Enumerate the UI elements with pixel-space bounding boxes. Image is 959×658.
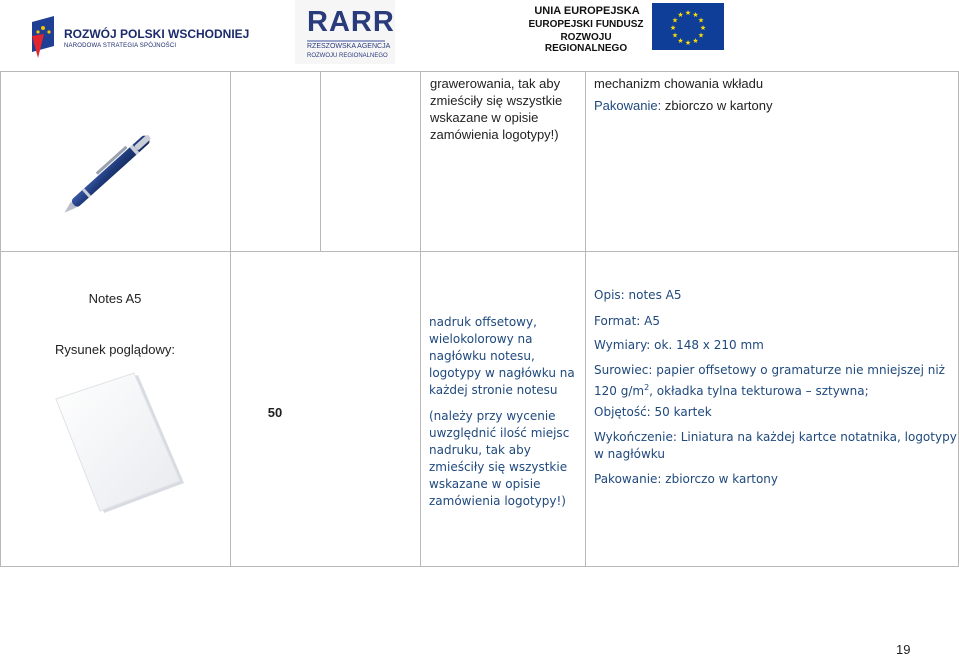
pen-image — [55, 115, 175, 225]
objetosc-value: 50 kartek — [654, 405, 712, 419]
row2-marking-line: zmieściły się wszystkie — [429, 460, 568, 474]
header-logos — [0, 0, 959, 68]
format-value: A5 — [644, 314, 661, 328]
row2-packing-value: zbiorczo w kartony — [665, 472, 779, 486]
eu-star-icon: ★ — [692, 12, 699, 20]
rps-subtitle: NARODOWA STRATEGIA SPÓJNOŚCI — [64, 43, 177, 49]
eu-star-icon: ★ — [669, 25, 677, 32]
opis-row — [594, 287, 681, 304]
row2-marking-b — [429, 408, 569, 510]
row2-marking-line: (należy przy wycenie — [429, 409, 556, 423]
eu-logo — [518, 3, 730, 54]
row1-marking-line: wskazane w opisie — [430, 110, 539, 125]
surowiec-line2a: 120 g/m — [594, 384, 645, 398]
row1-marking — [430, 75, 562, 143]
wykonczenie-row — [594, 429, 957, 446]
surowiec-line2 — [594, 379, 869, 400]
eu-line1: UNIA EUROPEJSKA — [534, 5, 640, 17]
eu-star-icon: ★ — [671, 17, 679, 25]
row2-marking-line: wskazane w opisie — [429, 477, 541, 491]
page-number: 19 — [896, 642, 911, 657]
image-label: Rysunek poglądowy: — [55, 342, 175, 357]
eu-star-icon: ★ — [684, 10, 692, 17]
rps-flag-icon — [30, 16, 56, 58]
eu-star-icon: ★ — [677, 12, 684, 20]
row2-marking-line: zamówienia logotypy!) — [429, 494, 566, 508]
wymiary-row — [594, 337, 764, 354]
opis-label: Opis: — [594, 288, 625, 302]
eu-star-icon: ★ — [677, 37, 684, 45]
eu-star-icon: ★ — [692, 37, 699, 45]
rarr-line2: ROZWOJU REGIONALNEGO — [307, 53, 388, 59]
eu-star-icon: ★ — [671, 32, 679, 40]
product-table — [0, 71, 959, 567]
row1-packing-value: zbiorczo w kartony — [664, 98, 773, 113]
eu-star-icon: ★ — [697, 17, 705, 25]
surowiec-line2b: , okładka tylna tekturowa – sztywna; — [649, 384, 869, 398]
col-divider-4 — [585, 71, 586, 567]
wymiary-value: ok. 148 x 210 mm — [654, 338, 764, 352]
row1-marking-line: grawerowania, tak aby — [430, 76, 561, 91]
eu-line3: ROZWOJU REGIONALNEGO — [544, 32, 628, 54]
rarr-name: RARR — [307, 6, 395, 38]
format-label: Format: — [594, 314, 641, 328]
row2-packing-label: Pakowanie: — [594, 472, 662, 486]
wymiary-label: Wymiary: — [594, 338, 651, 352]
surowiec-value: papier offsetowy o gramaturze nie mniejszej niż — [656, 363, 945, 377]
row-divider — [0, 251, 959, 252]
quantity: 50 — [267, 405, 283, 420]
row1-marking-line: zamówienia logotypy!) — [430, 127, 559, 142]
table-border-top — [0, 71, 959, 72]
row2-marking-line: nadruku, tak aby — [429, 443, 531, 457]
row2-marking-line: nagłówku notesu, — [429, 349, 535, 363]
rozwoj-polski-wschodniej-logo — [30, 16, 250, 60]
wykonczenie-label: Wykończenie: — [594, 430, 677, 444]
eu-star-icon: ★ — [699, 25, 707, 32]
col-divider-3 — [420, 71, 421, 567]
wykonczenie-line2: w nagłówku — [594, 447, 665, 461]
col-divider-2a — [320, 71, 321, 251]
surowiec-row — [594, 362, 945, 379]
row1-desc-line: mechanizm chowania wkładu — [594, 76, 764, 91]
wykonczenie-value: Liniatura na każdej kartce notatnika, logotypy — [680, 430, 957, 444]
row2-packing — [594, 471, 778, 488]
rarr-line1: RZESZOWSKA AGENCJA — [307, 43, 391, 50]
rps-title: ROZWÓJ POLSKI WSCHODNIEJ — [64, 27, 250, 41]
product-name: Notes A5 — [88, 291, 142, 306]
rarr-divider — [307, 40, 385, 42]
eu-star-icon: ★ — [697, 32, 705, 40]
notebook-image — [42, 371, 192, 531]
row2-marking-line: nadruk offsetowy, — [429, 315, 537, 329]
col-divider-1 — [230, 71, 231, 567]
rarr-logo — [295, 0, 395, 64]
surowiec-label: Surowiec: — [594, 363, 653, 377]
format-row — [594, 313, 660, 330]
opis-value: notes A5 — [628, 288, 682, 302]
row2-marking-a — [429, 314, 575, 399]
eu-flag-icon — [652, 3, 724, 50]
row2-marking-line: każdej stronie notesu — [429, 383, 558, 397]
table-border-bottom — [0, 566, 959, 567]
row2-marking-line: uwzględnić ilość miejsc — [429, 426, 570, 440]
row1-packing-label: Pakowanie: — [594, 98, 662, 113]
row1-packing — [594, 97, 773, 114]
eu-line2: EUROPEJSKI FUNDUSZ — [528, 19, 644, 30]
objetosc-label: Objętość: — [594, 405, 651, 419]
row2-marking-line: wielokolorowy na — [429, 332, 533, 346]
row2-marking-line: logotypy w nagłówku na — [429, 366, 575, 380]
surowiec-sup: 2 — [644, 383, 650, 392]
col-border-left — [0, 71, 1, 567]
row1-marking-line: zmieściły się wszystkie — [430, 93, 563, 108]
eu-star-icon: ★ — [684, 40, 692, 47]
objetosc-row — [594, 404, 712, 421]
